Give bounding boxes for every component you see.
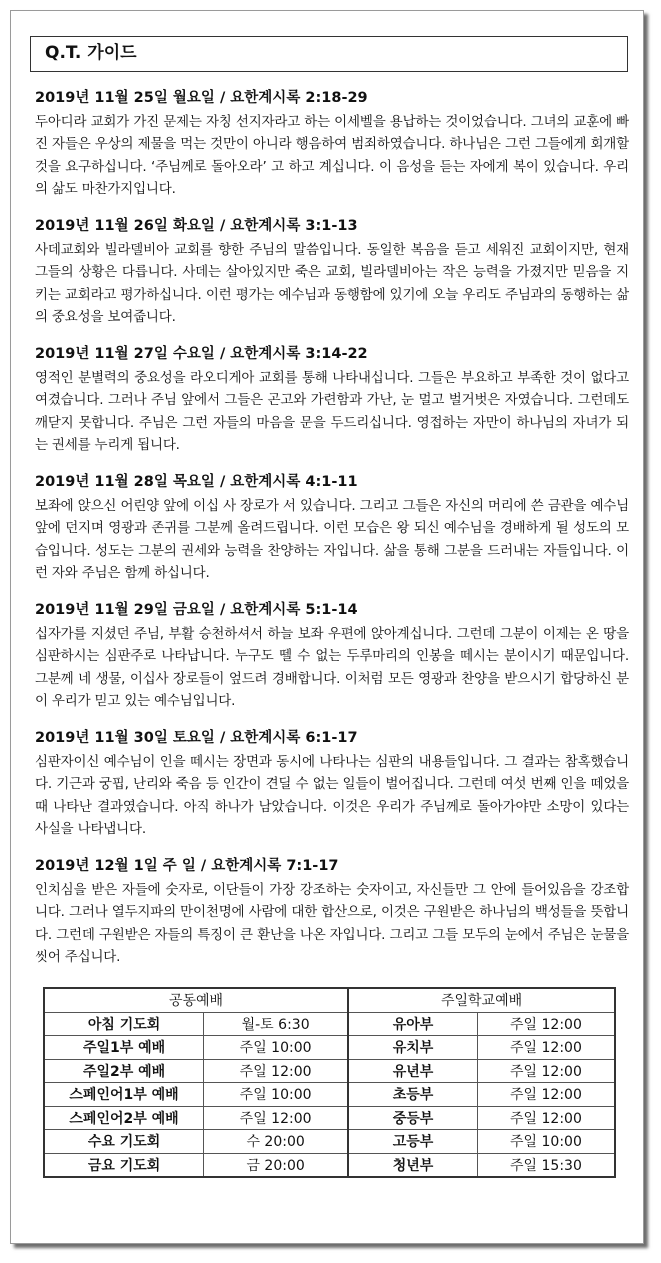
table-row [44, 1106, 615, 1130]
department-time: 주일 15:30 [477, 1153, 615, 1177]
department-time: 주일 12:00 [477, 1012, 615, 1036]
table-row [44, 1130, 615, 1154]
entry-text: 십자가를 지셨던 주님, 부활 승천하셔서 하늘 보좌 우편에 앉아계십니다. 그런데 그분이 이제는 온 땅을 심판하시는 심판주로 나타납니다. 누구도 뗄 수 없는 두루마리의 인봉을 떼시는 분이시기 때문입니다. 그분께 네 생물, 이십사 장로들이 엎드려 경배합니다. 이처럼 모든 영광과 찬양을 받으시기 합당하신 분이 우리가 믿고 있는 예수님입니다. [35, 626, 629, 709]
service-name: 스페인어1부 예배 [44, 1083, 204, 1107]
table-row [44, 1059, 615, 1083]
qt-entry [35, 472, 629, 584]
entry-heading: 2019년 11월 27일 수요일 / 요한계시록 3:14-22 [35, 346, 368, 362]
department-time: 주일 12:00 [477, 1106, 615, 1130]
department-name: 초등부 [348, 1083, 477, 1107]
department-name: 중등부 [348, 1106, 477, 1130]
service-time: 주일 10:00 [204, 1083, 348, 1107]
entry-heading: 2019년 11월 30일 토요일 / 요한계시록 6:1-17 [35, 730, 358, 746]
bulletin-page [10, 10, 644, 1244]
table-row [44, 1012, 615, 1036]
entry-heading: 2019년 11월 26일 화요일 / 요한계시록 3:1-13 [35, 218, 358, 234]
department-name: 청년부 [348, 1153, 477, 1177]
table-row [44, 1153, 615, 1177]
entry-text: 보좌에 앉으신 어린양 앞에 이십 사 장로가 서 있습니다. 그리고 그들은 자신의 머리에 쓴 금관을 예수님 앞에 던지며 영광과 존귀를 그분께 올려드립니다. 이런 모습은 왕 되신 예수님을 경배하게 될 성도의 모습입니다. 성도는 그분의 권세와 능력을 찬양하는 자입니다. 삶을 통해 그분을 드러내는 자들입니다. 이런 자와 주님은 함께 하십니다. [35, 498, 629, 581]
entry-text: 영적인 분별력의 중요성을 라오디게아 교회를 통해 나타내십니다. 그들은 부요하고 부족한 것이 없다고 여겼습니다. 그러나 주님 앞에서 그들은 곤고와 가련함과 가난, 눈 멀고 벌거벗은 자였습니다. 그런데도 깨닫지 못합니다. 주님은 그런 자들의 마음을 문을 두드리십니다. 영접하는 자만이 하나님의 자녀가 되는 권세를 누리게 됩니다. [35, 370, 629, 453]
qt-entry [35, 88, 629, 200]
department-time: 주일 12:00 [477, 1036, 615, 1060]
entry-heading: 2019년 11월 29일 금요일 / 요한계시록 5:1-14 [35, 602, 358, 618]
department-name: 유년부 [348, 1059, 477, 1083]
entry-heading: 2019년 11월 25일 월요일 / 요한계시록 2:18-29 [35, 90, 368, 106]
entry-heading: 2019년 11월 28일 목요일 / 요한계시록 4:1-11 [35, 474, 358, 490]
service-name: 주일2부 예배 [44, 1059, 204, 1083]
department-time: 주일 12:00 [477, 1083, 615, 1107]
qt-entry [35, 600, 629, 712]
service-name: 아침 기도회 [44, 1012, 204, 1036]
qt-entry [35, 344, 629, 456]
service-time: 수 20:00 [204, 1130, 348, 1154]
table-row [44, 1083, 615, 1107]
department-name: 고등부 [348, 1130, 477, 1154]
service-name: 주일1부 예배 [44, 1036, 204, 1060]
header-sunday-school: 주일학교예배 [348, 988, 615, 1012]
service-name: 금요 기도회 [44, 1153, 204, 1177]
department-name: 유아부 [348, 1012, 477, 1036]
service-time: 주일 12:00 [204, 1106, 348, 1130]
entry-heading: 2019년 12월 1일 주 일 / 요한계시록 7:1-17 [35, 858, 339, 874]
service-time: 월-토 6:30 [204, 1012, 348, 1036]
worship-schedule-table [43, 987, 616, 1178]
department-time: 주일 12:00 [477, 1059, 615, 1083]
service-time: 금 20:00 [204, 1153, 348, 1177]
qt-entry [35, 728, 629, 840]
department-time: 주일 10:00 [477, 1130, 615, 1154]
qt-entry [35, 856, 629, 968]
header-public-worship: 공동예배 [44, 988, 348, 1012]
entry-text: 심판자이신 예수님이 인을 떼시는 장면과 동시에 나타나는 심판의 내용들입니다. 그 결과는 참혹했습니다. 기근과 궁핍, 난리와 죽음 등 인간이 견딜 수 없는 일들이 벌어집니다. 그런데 여섯 번째 인을 떼었을 때 나타난 결과였습니다. 아직 하나가 남았습니다. 이것은 우리가 주님께로 돌아가야만 소망이 있다는 사실을 나타냅니다. [35, 754, 629, 837]
entry-text: 인치심을 받은 자들에 숫자로, 이단들이 가장 강조하는 숫자이고, 자신들만 그 안에 들어있음을 강조합니다. 그러나 열두지파의 만이천명에 사람에 대한 합산으로, 이것은 구원받은 하나님의 백성들을 뜻합니다. 그런데 구원받은 자들의 특징이 큰 환난을 나온 자입니다. 그리고 그들 모두의 눈에서 주님은 눈물을 씻어 주십니다. [35, 882, 629, 965]
qt-entry [35, 216, 629, 328]
service-time: 주일 12:00 [204, 1059, 348, 1083]
service-time: 주일 10:00 [204, 1036, 348, 1060]
page-title: Q.T. 가이드 [30, 36, 628, 72]
service-name: 스페인어2부 예배 [44, 1106, 204, 1130]
department-name: 유치부 [348, 1036, 477, 1060]
entry-text: 두아디라 교회가 가진 문제는 자칭 선지자라고 하는 이세벨을 용납하는 것이었습니다. 그녀의 교훈에 빠진 자들은 우상의 제물을 먹는 것만이 아니라 행음하여 범죄하였습니다. 하나님은 그런 그들에게 회개할 것을 요구하십니다. ‘주님께로 돌아오라’ 고 하고 계십니다. 이 음성을 듣는 자에게 복이 있습니다. 우리의 삶도 마찬가지입니다. [35, 114, 629, 197]
table-row [44, 1036, 615, 1060]
table-header-row [44, 988, 615, 1012]
service-name: 수요 기도회 [44, 1130, 204, 1154]
entry-text: 사데교회와 빌라델비아 교회를 향한 주님의 말씀입니다. 동일한 복음을 듣고 세워진 교회이지만, 현재 그들의 상황은 다릅니다. 사데는 살아있지만 죽은 교회, 빌라델비아는 작은 능력을 가졌지만 믿음을 지키는 교회라고 평가하십니다. 이런 평가는 예수님과 동행함에 있기에 오늘 우리도 주님과의 동행하는 삶의 중요성을 보여줍니다. [35, 242, 629, 325]
